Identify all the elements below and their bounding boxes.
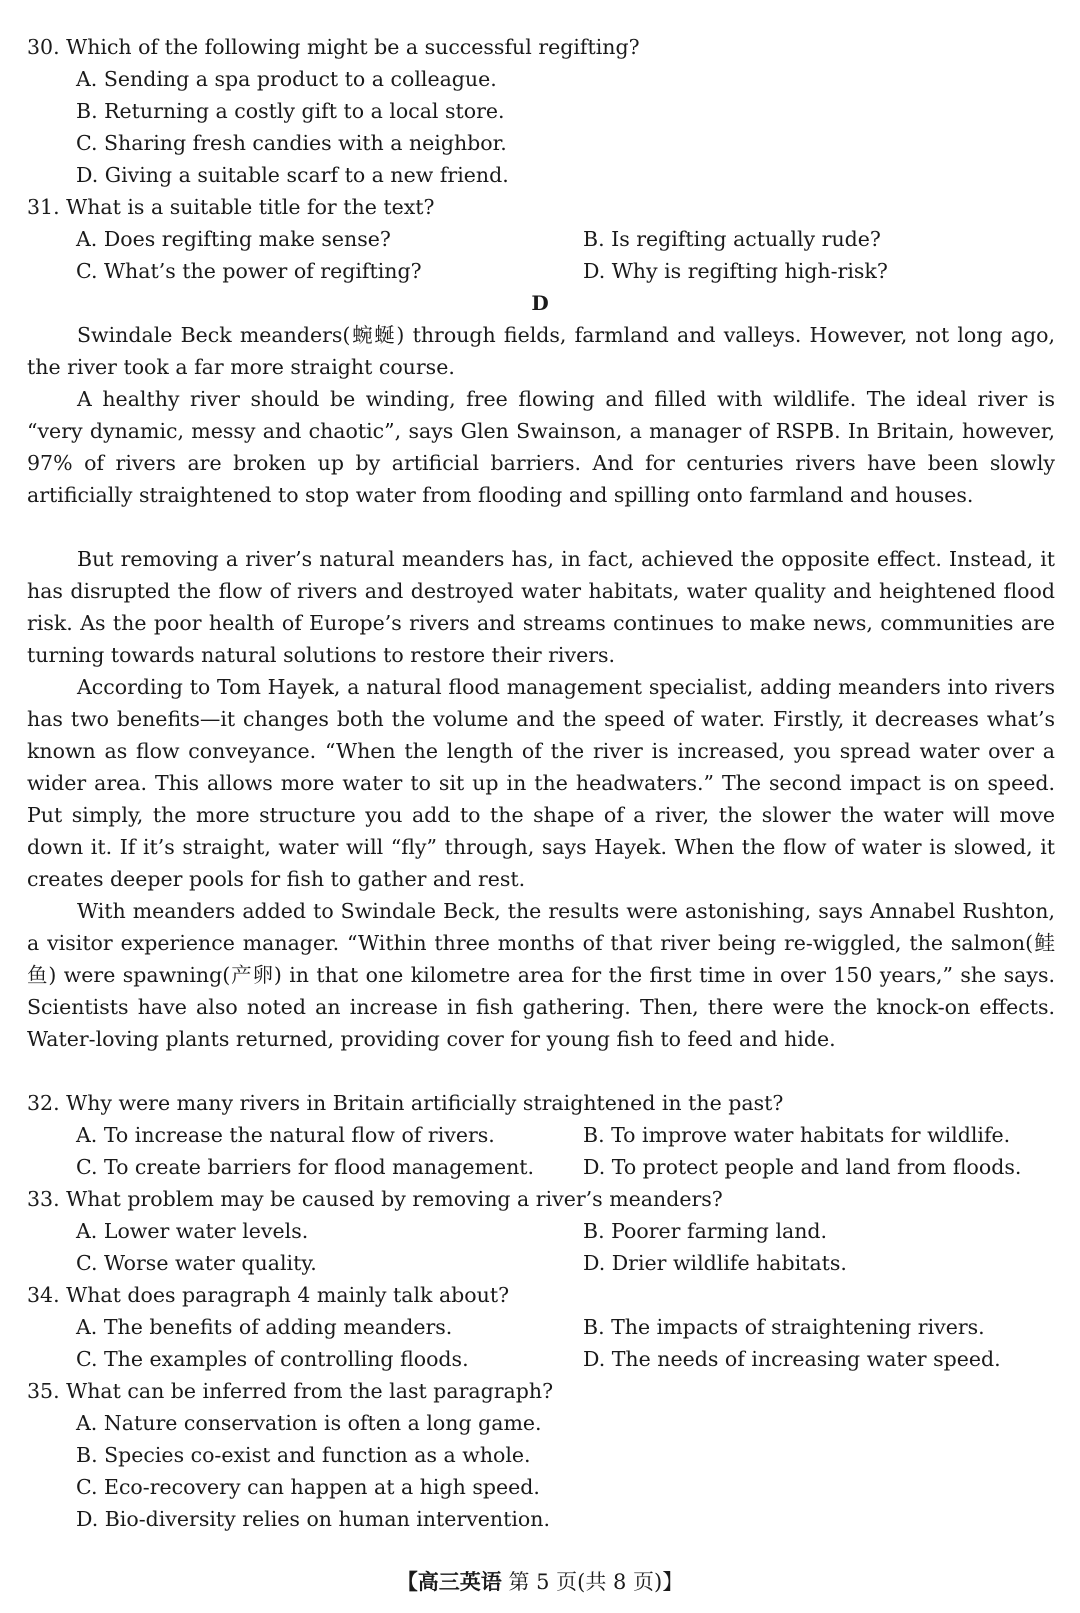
question-34-option-d: D. The needs of increasing water speed. [583,1347,1001,1371]
passage-paragraph-5: With meanders added to Swindale Beck, the results were astonishing, says Annabel Rushton, a visitor experience manager. “Within three months of that river being re-wiggled, the salmon(鲑鱼) were spawning(产卵) in that one kilometre area for the first time in over 150 years,” she says. Scientists have also noted an increase in fish gathering. Then, there were the knock-on effects. Water-loving plants returned, providing cover for young fish to feed and hide. [27,899,1055,1051]
question-30-option-c: C. Sharing fresh candies with a neighbor. [76,131,507,155]
question-33-option-c: C. Worse water quality. [76,1251,317,1275]
page-footer [0,1566,1080,1598]
question-33-option-a: A. Lower water levels. [76,1219,309,1243]
question-34-option-b: B. The impacts of straightening rivers. [583,1315,985,1339]
footer-subject: 【高三英语 [396,1569,502,1594]
question-33-stem: 33. What problem may be caused by removing a river’s meanders? [27,1187,723,1211]
question-32-option-a: A. To increase the natural flow of rivers. [76,1123,495,1147]
question-32-option-c: C. To create barriers for flood management. [76,1155,535,1179]
question-34-stem: 34. What does paragraph 4 mainly talk about? [27,1283,510,1307]
question-35-option-d: D. Bio-diversity relies on human intervention. [76,1507,550,1531]
question-34-option-a: A. The benefits of adding meanders. [76,1315,453,1339]
question-35-option-a: A. Nature conservation is often a long game. [76,1411,542,1435]
question-35-stem: 35. What can be inferred from the last paragraph? [27,1379,554,1403]
question-35-option-c: C. Eco-recovery can happen at a high speed. [76,1475,540,1499]
question-35-option-b: B. Species co-exist and function as a whole. [76,1443,531,1467]
question-31-option-d: D. Why is regifting high-risk? [583,259,888,283]
section-heading: D [531,291,549,315]
passage-paragraph-3: But removing a river’s natural meanders has, in fact, achieved the opposite effect. Instead, it has disrupted the flow of rivers and destroyed water habitats, water quality and heightened flood risk. As the poor health of Europe’s rivers and streams continues to make news, communities are turning towards natural solutions to restore their rivers. [27,547,1055,667]
question-30-option-b: B. Returning a costly gift to a local store. [76,99,505,123]
question-31-option-c: C. What’s the power of regifting? [76,259,422,283]
passage-paragraph-2: A healthy river should be winding, free flowing and filled with wildlife. The ideal river is “very dynamic, messy and chaotic”, says Glen Swainson, a manager of RSPB. In Britain, however, 97% of rivers are broken up by artificial barriers. And for centuries rivers have been slowly artificially straightened to stop water from flooding and spilling onto farmland and houses. [27,387,1055,507]
question-32-option-d: D. To protect people and land from floods. [583,1155,1022,1179]
question-32-option-b: B. To improve water habitats for wildlife. [583,1123,1011,1147]
passage-paragraph-4: According to Tom Hayek, a natural flood management specialist, adding meanders into rivers has two benefits—it changes both the volume and the speed of water. Firstly, it decreases what’s known as flow conveyance. “When the length of the river is increased, you spread water over a wider area. This allows more water to sit up in the headwaters.” The second impact is on speed. Put simply, the more structure you add to the shape of a river, the slower the water will move down it. If it’s straight, water will “fly” through, says Hayek. When the flow of water is slowed, it creates deeper pools for fish to gather and rest. [27,675,1055,891]
question-32-stem: 32. Why were many rivers in Britain artificially straightened in the past? [27,1091,784,1115]
question-31-stem: 31. What is a suitable title for the text? [27,195,435,219]
passage-paragraph-1: Swindale Beck meanders(蜿蜒) through fields, farmland and valleys. However, not long ago, the river took a far more straight course. [27,323,1055,379]
question-30-option-a: A. Sending a spa product to a colleague. [76,67,497,91]
question-30-option-d: D. Giving a suitable scarf to a new friend. [76,163,509,187]
question-30-stem: 30. Which of the following might be a successful regifting? [27,35,640,59]
footer-page-number: 第 5 页(共 8 页)】 [508,1570,684,1594]
question-31-option-a: A. Does regifting make sense? [76,227,391,251]
question-31-option-b: B. Is regifting actually rude? [583,227,881,251]
question-34-option-c: C. The examples of controlling floods. [76,1347,469,1371]
question-33-option-b: B. Poorer farming land. [583,1219,828,1243]
question-33-option-d: D. Drier wildlife habitats. [583,1251,847,1275]
